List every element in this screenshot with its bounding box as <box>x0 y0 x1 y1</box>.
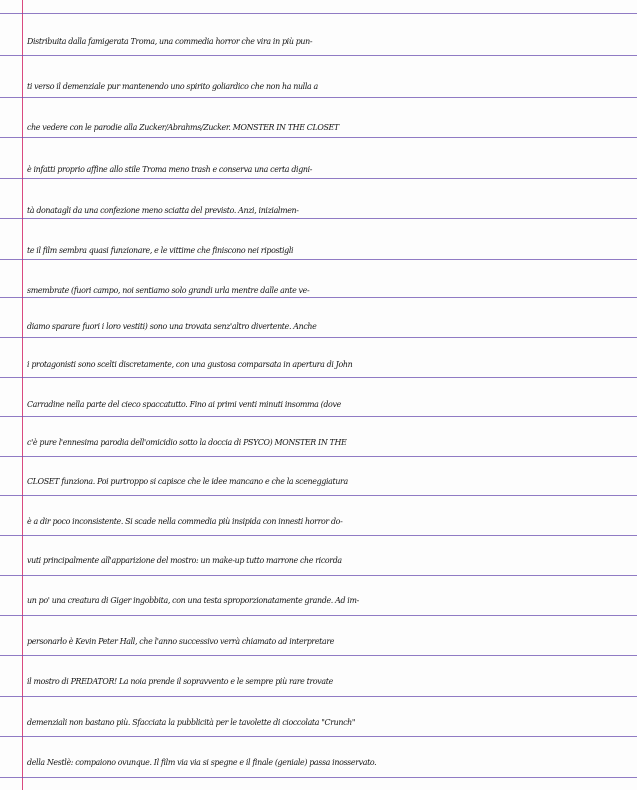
text-line: è infatti proprio affine allo stile Troma meno trash e conserva una certa digni- <box>27 165 313 174</box>
ruled-line <box>0 615 637 616</box>
ruled-line <box>0 535 637 536</box>
text-line: i protagonisti sono scelti discretamente, con una gustosa comparsata in apertura di John <box>27 360 353 369</box>
text-line: diamo sparare fuori i loro vestiti) sono una trovata senz'altro divertente. Anche <box>27 322 317 331</box>
text-line: vuti principalmente all'apparizione del mostro: un make-up tutto marrone che ricorda <box>27 556 342 565</box>
text-line: CLOSET funziona. Poi purtroppo si capisce che le idee mancano e che la sceneggiatura <box>27 477 348 486</box>
text-line: un po' una creatura di Giger ingobbita, con una testa sproporzionatamente grande. Ad im- <box>27 596 359 605</box>
text-line: Carradine nella parte del cieco spaccatutto. Fino ai primi venti minuti insomma (dove <box>27 400 341 409</box>
text-line: è a dir poco inconsistente. Si scade nella commedia più insipida con innesti horror do- <box>27 517 343 526</box>
ruled-line <box>0 337 637 338</box>
ruled-line <box>0 777 637 778</box>
ruled-line <box>0 97 637 98</box>
ruled-line <box>0 495 637 496</box>
ruled-line <box>0 736 637 737</box>
ruled-line <box>0 55 637 56</box>
text-line: smembrate (fuori campo, noi sentiamo solo grandi urla mentre dalle ante ve- <box>27 286 310 295</box>
ruled-line <box>0 377 637 378</box>
text-line: demenziali non bastano più. Sfacciata la pubblicità per le tavolette di cioccolata "Crunch" <box>27 718 356 727</box>
ruled-line <box>0 416 637 417</box>
text-line: personarlo è Kevin Peter Hall, che l'anno successivo verrà chiamato ad interpretare <box>27 637 335 646</box>
text-line: tà donatagli da una confezione meno sciatta del previsto. Anzi, inizialmen- <box>27 206 299 215</box>
ruled-line <box>0 655 637 656</box>
text-line: c'è pure l'ennesima parodia dell'omicidio sotto la doccia di PSYCO) MONSTER IN THE <box>27 438 347 447</box>
margin-line <box>22 0 23 790</box>
text-line: che vedere con le parodie alla Zucker/Abrahms/Zucker. MONSTER IN THE CLOSET <box>27 123 339 132</box>
ruled-line <box>0 696 637 697</box>
text-line: Distribuita dalla famigerata Troma, una commedia horror che vira in più pun- <box>27 37 313 46</box>
ruled-line <box>0 137 637 138</box>
text-line: della Nestlè: compaiono ovunque. Il film via via si spegne e il finale (geniale) passa inosservato. <box>27 758 377 767</box>
text-line: ti verso il demenziale pur mantenendo uno spirito goliardico che non ha nulla a <box>27 82 318 91</box>
ruled-line <box>0 456 637 457</box>
ruled-line <box>0 13 637 14</box>
ruled-line <box>0 575 637 576</box>
text-line: te il film sembra quasi funzionare, e le vittime che finiscono nei ripostigli <box>27 246 294 255</box>
text-line: il mostro di PREDATOR! La noia prende il sopravvento e le sempre più rare trovate <box>27 677 333 686</box>
